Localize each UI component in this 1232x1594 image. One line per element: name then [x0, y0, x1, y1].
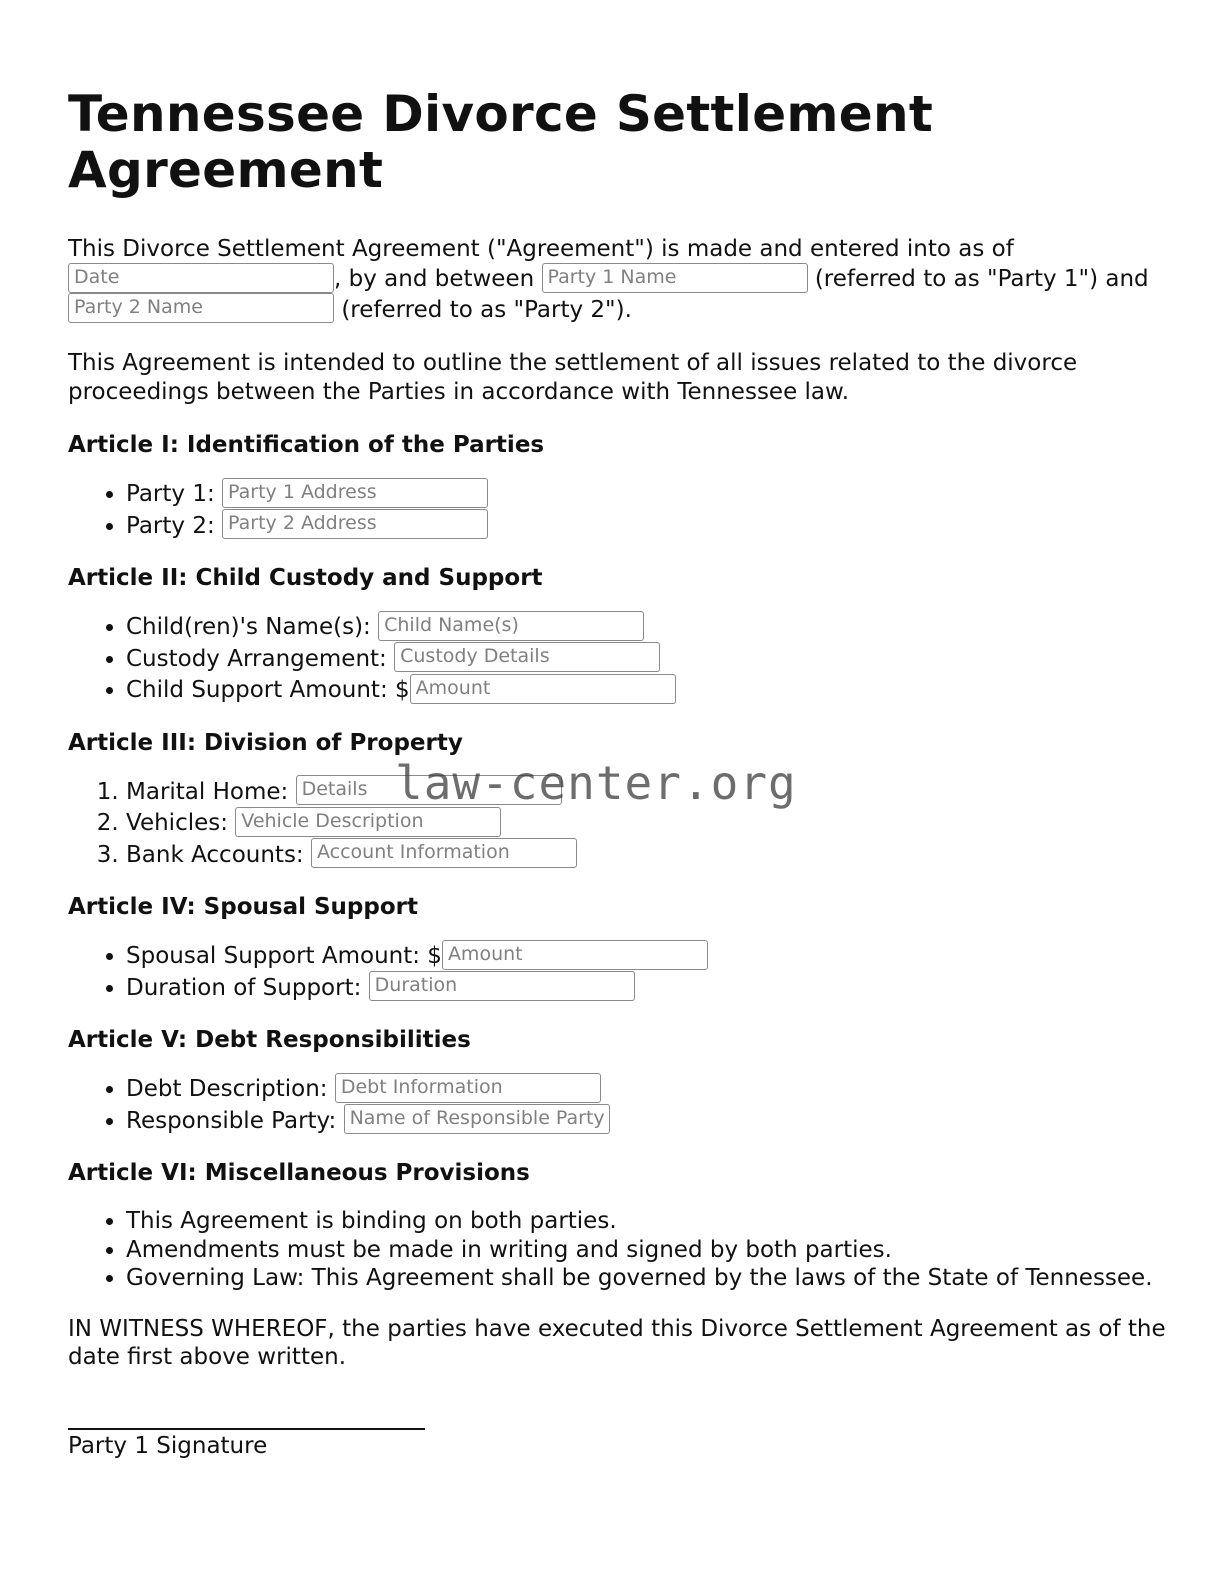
debt-information-field[interactable]: Debt Information — [335, 1073, 601, 1103]
support-duration-field[interactable]: Duration — [369, 971, 635, 1001]
list-item — [126, 612, 1168, 644]
party-1-name-field[interactable]: Party 1 Name — [542, 263, 808, 293]
intro-text-4: (referred to as "Party 2"). — [341, 296, 632, 323]
list-item — [126, 973, 1168, 1005]
item-label: Debt Description: — [126, 1076, 328, 1102]
signature-label: Party 1 Signature — [68, 1432, 268, 1459]
list-item — [126, 1074, 1168, 1106]
vehicles-field[interactable]: Vehicle Description — [235, 807, 501, 837]
article-5-heading: Article V: Debt Responsibilities — [68, 1027, 471, 1053]
list-item — [126, 511, 1168, 543]
document-title: Tennessee Divorce Settlement Agreement — [68, 85, 934, 199]
item-label: Child Support Amount: $ — [126, 677, 410, 703]
list-item — [126, 479, 1168, 511]
item-label: Vehicles: — [126, 810, 228, 836]
bank-accounts-field[interactable]: Account Information — [311, 838, 577, 868]
article-1-heading: Article I: Identification of the Parties — [68, 432, 545, 458]
item-label: Child(ren)'s Name(s): — [126, 614, 371, 640]
list-item — [126, 840, 1168, 872]
watermark: law-center.org — [395, 756, 797, 810]
child-support-amount-field[interactable]: Amount — [410, 674, 676, 704]
article-2-list — [68, 612, 1168, 707]
list-item — [126, 675, 1168, 707]
date-field[interactable]: Date — [68, 263, 334, 293]
item-label: Duration of Support: — [126, 974, 362, 1001]
list-item — [126, 941, 1168, 973]
list-item — [126, 777, 1168, 809]
intro-text-2: , by and between — [334, 266, 535, 292]
party-2-name-field[interactable]: Party 2 Name — [68, 293, 334, 323]
custody-details-field[interactable]: Custody Details — [394, 642, 660, 672]
article-3-list — [68, 777, 1168, 872]
item-label: Party 2: — [126, 512, 215, 539]
article-3-heading: Article III: Division of Property — [68, 729, 463, 756]
list-item: • Governing Law: This Agreement shall be governed by the laws of the State of Tennessee. — [126, 1264, 1168, 1293]
intro-paragraph — [68, 234, 1168, 325]
article-5-list — [68, 1074, 1168, 1137]
article-1-list — [68, 479, 1168, 542]
marital-home-field[interactable]: Details — [296, 775, 562, 805]
party-2-address-field[interactable]: Party 2 Address — [222, 509, 488, 539]
article-6-list — [68, 1207, 1168, 1293]
item-label: Spousal Support Amount: $ — [126, 943, 442, 969]
list-item: • This Agreement is binding on both parties. — [126, 1207, 1168, 1236]
intro-text-1: This Divorce Settlement Agreement ("Agreement") is made and entered into as of — [68, 236, 1014, 262]
item-label: Marital Home: — [126, 778, 289, 805]
spousal-support-amount-field[interactable]: Amount — [442, 940, 708, 970]
item-label: Party 1: — [126, 481, 215, 507]
party-1-address-field[interactable]: Party 1 Address — [222, 478, 488, 508]
list-item — [126, 808, 1168, 840]
article-4-heading: Article IV: Spousal Support — [68, 894, 418, 920]
article-2-heading: Article II: Child Custody and Support — [68, 565, 543, 591]
witness-paragraph: IN WITNESS WHEREOF, the parties have executed this Divorce Settlement Agreement as of the date first above written. — [68, 1315, 1166, 1370]
child-names-field[interactable]: Child Name(s) — [378, 611, 644, 641]
item-label: Responsible Party: — [126, 1107, 337, 1134]
purpose-paragraph: This Agreement is intended to outline the settlement of all issues related to the divorce proceedings between the Parties in accordance with Tennessee law. — [68, 350, 1078, 405]
document-page — [68, 86, 1168, 1462]
responsible-party-field[interactable]: Name of Responsible Party — [344, 1104, 610, 1134]
intro-text-3: (referred to as "Party 1") and — [814, 266, 1149, 292]
list-item: • Amendments must be made in writing and signed by both parties. — [126, 1236, 1168, 1265]
list-item — [126, 644, 1168, 676]
item-label: Bank Accounts: — [126, 841, 304, 868]
item-label: Custody Arrangement: — [126, 645, 387, 672]
list-item — [126, 1106, 1168, 1138]
article-4-list — [68, 941, 1168, 1004]
article-6-heading: Article VI: Miscellaneous Provisions — [68, 1160, 530, 1186]
